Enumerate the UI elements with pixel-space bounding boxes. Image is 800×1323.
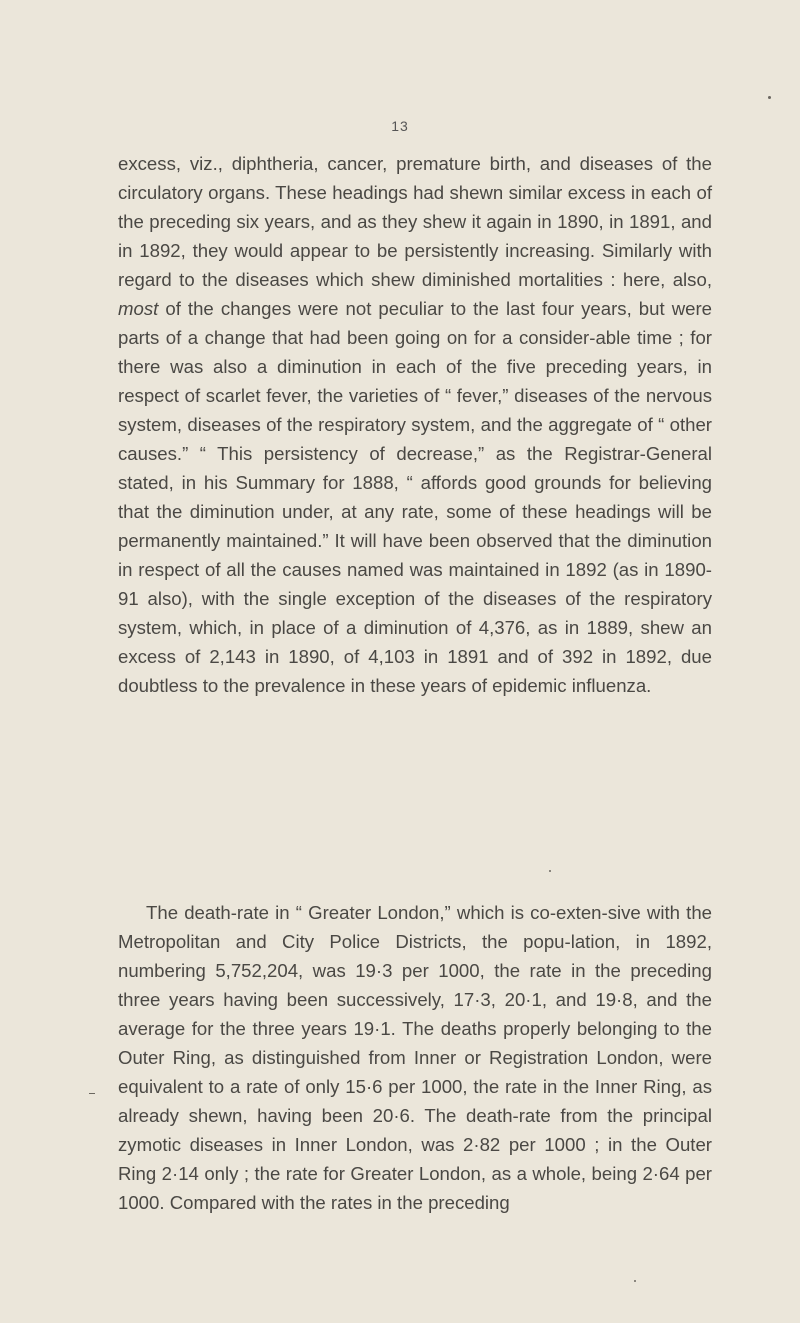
emphasis-word: most: [118, 298, 159, 319]
print-speck: [549, 870, 551, 872]
print-speck: [89, 1093, 95, 1094]
paragraph-greater-london-death-rate: The death-rate in “ Greater London,” which is co-exten-sive with the Metropolitan and City Police Districts, the popu-lation, in 1892, numbering 5,752,204, was 19·3 per 1000, the rate in the preceding three years having been successively, 17·3, 20·1, and 19·8, and the average for the three years 19·1. The deaths properly belonging to the Outer Ring, as distinguished from Inner or Registration London, were equivalent to a rate of only 15·6 per 1000, the rate in the Inner Ring, as already shewn, having been 20·6. The death-rate from the principal zymotic diseases in Inner London, was 2·82 per 1000 ; in the Outer Ring 2·14 only ; the rate for Greater London, as a whole, being 2·64 per 1000. Compared with the rates in the preceding: [118, 902, 712, 1213]
print-speck: [634, 1280, 636, 1282]
page-number: 13: [391, 118, 409, 134]
paragraph-text-end: of the changes were not peculiar to the last four years, but were parts of a change that had been going on for a consider-able time ; for there was also a diminution in each of the five preceding years, in respect of scarlet fever, the varieties of “ fever,” diseases of the nervous system, diseases of the respiratory system, and the aggregate of “ other causes.” “ This persistency of decrease,” as the Registrar-General stated, in his Summary for 1888, “ affords good grounds for believing that the diminution under, at any rate, some of these headings will be permanently maintained.” It will have been observed that the diminution in respect of all the causes named was maintained in 1892 (as in 1890-91 also), with the single exception of the diseases of the respiratory system, which, in place of a diminution of 4,376, as in 1889, shew an excess of 2,143 in 1890, of 4,103 in 1891 and of 392 in 1892, due doubtless to the prevalence in these years of epidemic influenza.: [118, 298, 712, 696]
paragraph-mortality-trends: [118, 149, 712, 700]
print-speck: [768, 96, 771, 99]
paragraph-text-start: excess, viz., diphtheria, cancer, premature birth, and diseases of the circulatory organs. These headings had shewn similar excess in each of the preceding six years, and as they shew it again in 1890, in 1891, and in 1892, they would appear to be persistently increasing. Similarly with regard to the diseases which shew diminished mortalities : here, also,: [118, 153, 712, 290]
